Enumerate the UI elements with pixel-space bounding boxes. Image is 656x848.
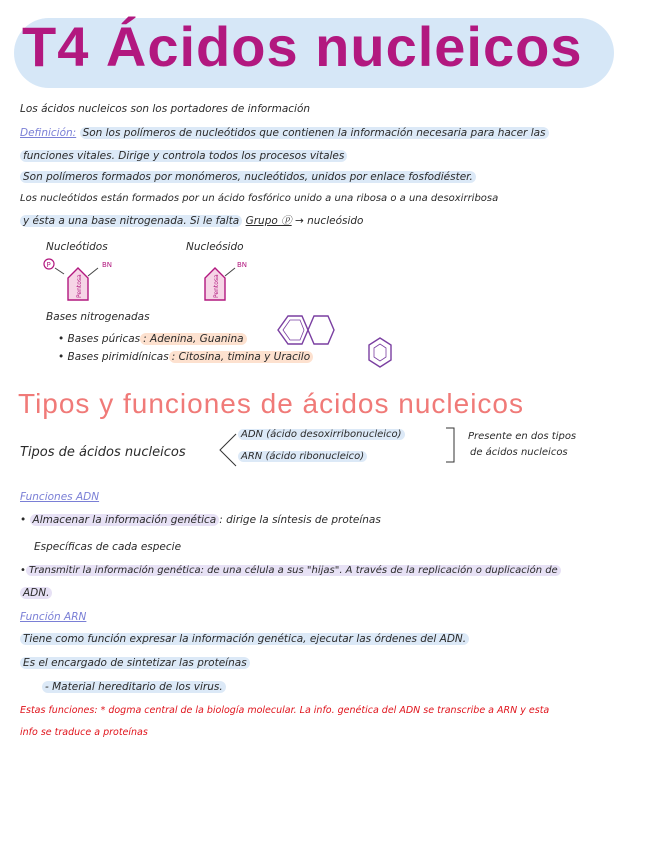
svg-text:BN: BN [102,261,113,269]
funcion-adn-1: • Almacenar la información genética : dirige la síntesis de proteínas [20,514,381,526]
dogma-note-line-2: info se traduce a proteínas [20,727,148,738]
funciones-adn-heading: Funciones ADN [20,491,100,503]
svg-text:Pentosa: Pentosa [213,274,220,298]
definition-text: Son los polímeros de nucleótidos que contienen la información necesaria para hacer las [80,127,549,139]
definition-line [20,126,549,140]
funcion-arn-line-1: Tiene como función expresar la información genética, ejecutar las órdenes del ADN. [20,632,469,646]
funcion-arn-line-2: Es el encargado de sintetizar las proteínas [20,656,250,670]
svg-text:P: P [46,261,51,269]
pyrimidine-ring-icon [366,336,394,370]
intro-line-4: Son polímeros formados por monómeros, nucleótidos, unidos por enlace fosfodiéster. [20,170,476,184]
nucleosido-label: Nucleósido [186,241,244,253]
intro-line-6: y ésta a una base nitrogenada. Si le falta Grupo ⓟ → nucleósido [20,214,363,228]
funcion-adn-1-detail: Específicas de cada especie [34,541,182,553]
bases-heading: Bases nitrogenadas [46,311,150,323]
svg-text:BN: BN [237,261,248,269]
arn-type: ARN (ácido ribonucleico) [238,450,367,464]
purine-ring-icon [274,310,338,352]
intro-line-3: funciones vitales. Dirige y controla todos los procesos vitales [20,149,347,163]
page-title: T4 Ácidos nucleicos [22,15,583,78]
nucleosido-diagram [195,254,265,306]
brace-icon [216,430,238,470]
bracket-icon [444,426,458,466]
bases-puricas: • Bases púricas : Adenina, Guanina [58,332,247,346]
intro-line-1: Los ácidos nucleicos son los portadores de información [20,103,311,115]
adn-type: ADN (ácido desoxirribonucleico) [238,428,405,442]
section-heading-tipos: Tipos y funciones de ácidos nucleicos [18,388,524,419]
funcion-adn-2: • Transmitir la información genética: de una célula a sus "hijas". A través de la replicación o duplicación de [20,564,561,578]
tipos-note-2: de ácidos nucleicos [470,447,568,458]
nucleotido-label: Nucleótidos [46,241,108,253]
dogma-note-line-1: Estas funciones: * dogma central de la biología molecular. La info. genética del ADN se transcribe a ARN y esta [20,705,550,716]
svg-text:Pentosa: Pentosa [76,274,83,298]
funcion-arn-line-3: - Material hereditario de los virus. [42,680,226,694]
tipos-note-1: Presente en dos tipos [468,431,577,442]
intro-line-5: Los nucleótidos están formados por un ácido fosfórico unido a una ribosa o a una desoxirribosa [20,193,499,204]
bases-pirimidinicas: • Bases pirimidínicas : Citosina, timina y Uracilo [58,350,313,364]
funcion-arn-heading: Función ARN [20,611,87,623]
funcion-adn-2b: ADN. [20,586,52,600]
nucleotido-diagram [40,254,130,306]
tipos-label: Tipos de ácidos nucleicos [20,445,186,460]
definition-label: Definición: [20,127,77,139]
